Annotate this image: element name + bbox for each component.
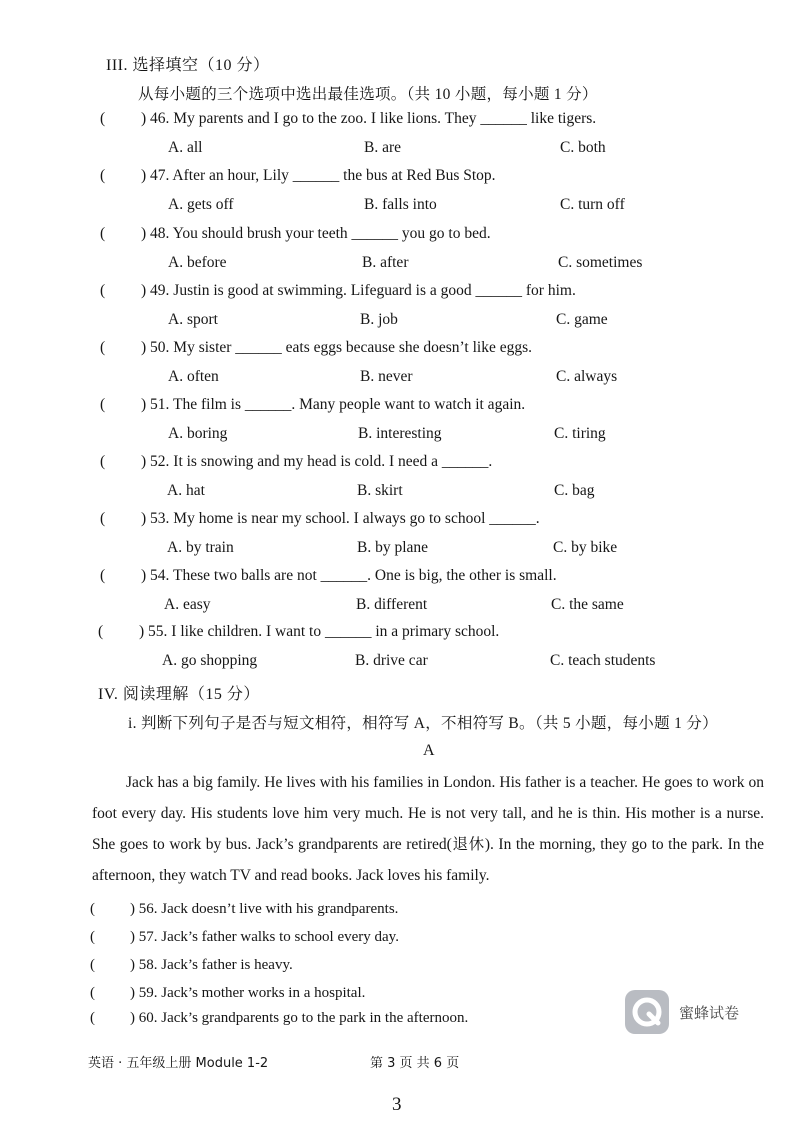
page-number: 3 bbox=[392, 1094, 402, 1115]
option-a: A. all bbox=[168, 139, 203, 156]
section-3-title: III. 选择填空（10 分） bbox=[106, 57, 270, 74]
option-b: B. skirt bbox=[357, 482, 403, 499]
question-53-options bbox=[167, 539, 767, 561]
answer-blank[interactable]: ( bbox=[98, 623, 104, 640]
judgment-text: ) 60. Jack’s grandparents go to the park in the afternoon. bbox=[130, 1010, 469, 1026]
option-c: C. the same bbox=[551, 596, 624, 613]
answer-blank[interactable]: ( bbox=[100, 282, 106, 299]
option-a: A. boring bbox=[168, 425, 228, 442]
option-b: B. after bbox=[362, 254, 409, 271]
question-49-options bbox=[168, 311, 768, 333]
option-c: C. sometimes bbox=[558, 254, 643, 271]
question-46-options bbox=[168, 139, 768, 161]
option-b: B. drive car bbox=[355, 652, 428, 669]
section-4-instruction: i. 判断下列句子是否与短文相符，相符写 A，不相符写 B。（共 5 小题，每小题 1 分） bbox=[128, 715, 718, 732]
judgment-text: ) 58. Jack’s father is heavy. bbox=[130, 957, 293, 973]
option-b: B. job bbox=[360, 311, 398, 328]
option-a: A. often bbox=[168, 368, 219, 385]
option-b: B. by plane bbox=[357, 539, 429, 556]
option-c: C. both bbox=[560, 139, 606, 156]
answer-blank[interactable]: ( bbox=[100, 110, 106, 127]
question-47-options bbox=[168, 196, 768, 218]
option-a: A. hat bbox=[167, 482, 205, 499]
option-a: A. by train bbox=[167, 539, 234, 556]
option-c: C. always bbox=[556, 368, 618, 385]
question-text: ) 47. After an hour, Lily ______ the bus at Red Bus Stop. bbox=[141, 167, 496, 184]
answer-blank[interactable]: ( bbox=[90, 1010, 95, 1026]
question-text: ) 55. I like children. I want to ______ in a primary school. bbox=[139, 623, 500, 640]
option-a: A. easy bbox=[164, 596, 211, 613]
option-c: C. tiring bbox=[554, 425, 606, 442]
question-51-options bbox=[168, 425, 768, 447]
option-a: A. sport bbox=[168, 311, 218, 328]
question-text: ) 54. These two balls are not ______. One is big, the other is small. bbox=[141, 567, 557, 584]
watermark bbox=[625, 990, 775, 1036]
answer-blank[interactable]: ( bbox=[100, 510, 106, 527]
section-4-title: IV. 阅读理解（15 分） bbox=[98, 686, 260, 703]
answer-blank[interactable]: ( bbox=[90, 901, 95, 917]
option-b: B. never bbox=[360, 368, 413, 385]
question-52-options bbox=[167, 482, 767, 504]
option-b: B. falls into bbox=[364, 196, 437, 213]
judgment-text: ) 56. Jack doesn’t live with his grandparents. bbox=[130, 901, 399, 917]
question-text: ) 53. My home is near my school. I always go to school ______. bbox=[141, 510, 540, 527]
reading-passage: Jack has a big family. He lives with his families in London. His father is a teacher. He goes to work on foot every day. His students love him very much. He is not very tall, and he is thin. His mother is a nurse. She goes to work by bus. Jack’s grandparents are retired(退休). In the morning, they go to the park. In the afternoon, they watch TV and read books. Jack loves his family. bbox=[92, 774, 764, 884]
answer-blank[interactable]: ( bbox=[100, 167, 106, 184]
footer-subject: 英语 · 五年级上册 Module 1-2 bbox=[88, 1056, 269, 1071]
question-text: ) 49. Justin is good at swimming. Lifeguard is a good ______ for him. bbox=[141, 282, 576, 299]
question-54-options bbox=[164, 596, 764, 618]
option-a: A. before bbox=[168, 254, 227, 271]
option-b: B. interesting bbox=[358, 425, 442, 442]
question-text: ) 48. You should brush your teeth ______ you go to bed. bbox=[141, 225, 491, 242]
option-b: B. are bbox=[364, 139, 402, 156]
section-3-instruction: 从每小题的三个选项中选出最佳选项。（共 10 小题，每小题 1 分） bbox=[138, 86, 598, 103]
question-55-options bbox=[162, 652, 762, 674]
answer-blank[interactable]: ( bbox=[100, 453, 106, 470]
option-c: C. by bike bbox=[553, 539, 618, 556]
question-48-options bbox=[168, 254, 768, 276]
answer-blank[interactable]: ( bbox=[90, 929, 95, 945]
option-a: A. gets off bbox=[168, 196, 234, 213]
option-c: C. game bbox=[556, 311, 608, 328]
footer-page-info: 第 3 页 共 6 页 bbox=[370, 1056, 460, 1071]
option-a: A. go shopping bbox=[162, 652, 258, 669]
answer-blank[interactable]: ( bbox=[90, 985, 95, 1001]
question-50-options bbox=[168, 368, 768, 390]
question-text: ) 50. My sister ______ eats eggs because she doesn’t like eggs. bbox=[141, 339, 533, 356]
bee-logo-icon bbox=[625, 990, 669, 1034]
question-text: ) 52. It is snowing and my head is cold. I need a ______. bbox=[141, 453, 493, 470]
answer-blank[interactable]: ( bbox=[100, 396, 106, 413]
question-text: ) 46. My parents and I go to the zoo. I like lions. They ______ like tigers. bbox=[141, 110, 597, 127]
answer-blank[interactable]: ( bbox=[100, 339, 106, 356]
answer-blank[interactable]: ( bbox=[90, 957, 95, 973]
passage-label: A bbox=[423, 742, 435, 759]
question-text: ) 51. The film is ______. Many people want to watch it again. bbox=[141, 396, 526, 413]
watermark-text: 蜜蜂试卷 bbox=[679, 1004, 740, 1022]
option-c: C. bag bbox=[554, 482, 595, 499]
judgment-text: ) 59. Jack’s mother works in a hospital. bbox=[130, 985, 366, 1001]
option-b: B. different bbox=[356, 596, 428, 613]
option-c: C. turn off bbox=[560, 196, 625, 213]
answer-blank[interactable]: ( bbox=[100, 225, 106, 242]
option-c: C. teach students bbox=[550, 652, 656, 669]
answer-blank[interactable]: ( bbox=[100, 567, 106, 584]
judgment-text: ) 57. Jack’s father walks to school every day. bbox=[130, 929, 399, 945]
